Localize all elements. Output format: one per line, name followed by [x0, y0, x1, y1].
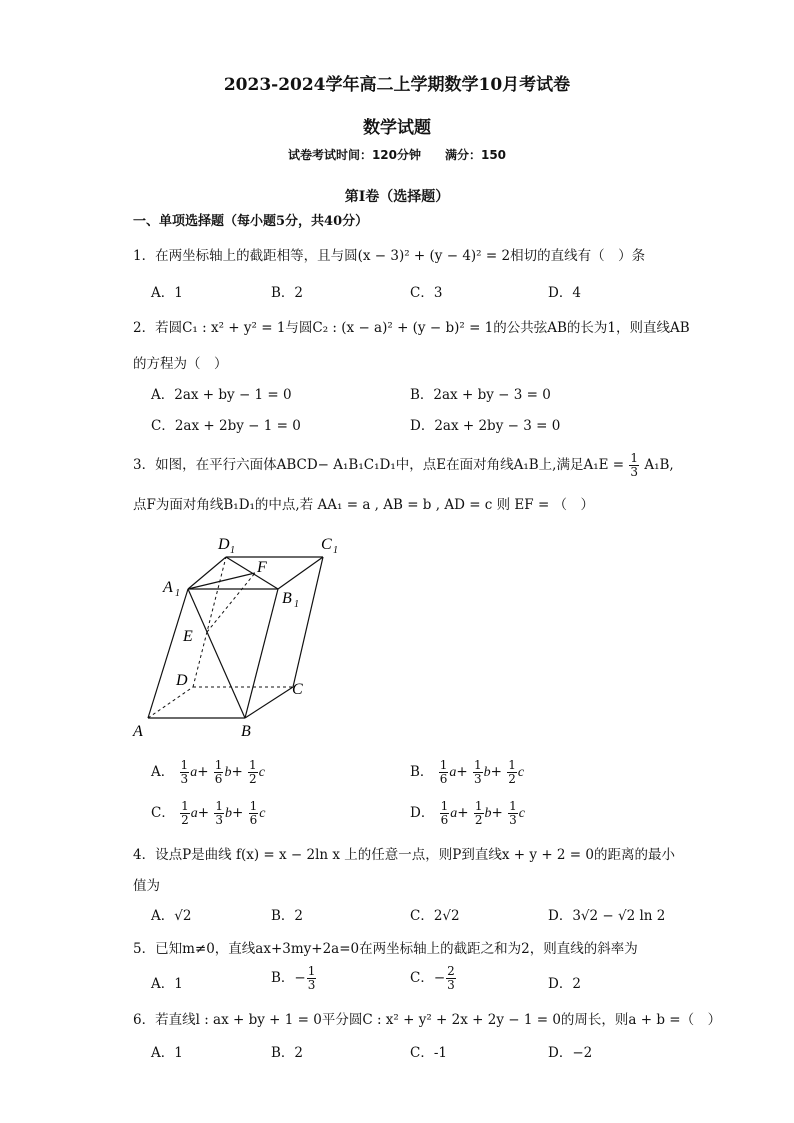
q2-option-b: B．2ax + by − 3 = 0	[410, 387, 551, 403]
q5-option-d: D．2	[548, 976, 581, 992]
question-2-text-line1: 2．若圆C₁ : x² + y² = 1与圆C₂ : (x − a)² + (y − b)² = 1的公共弦AB的长为1，则直线AB	[133, 320, 690, 336]
label-F: F	[257, 559, 267, 576]
label-C1: C	[321, 536, 332, 553]
q3-text-part1: 3．如图，在平行六面体ABCD− A₁B₁C₁D₁中，点E在面对角线A₁B上,满足A₁E =	[133, 457, 625, 473]
label-C1-sub: 1	[333, 545, 338, 556]
label-E: E	[183, 628, 193, 645]
q6-option-b: B．2	[271, 1045, 304, 1061]
q3-option-b: B． $\frac{1}{6}$ a+ $\frac{1}{3}$ b+ $\frac{1}{2}$ c	[410, 758, 525, 786]
label-B: B	[241, 723, 251, 740]
question-3-text-line2: 点F为面对角线B₁D₁的中点,若 AA₁ = a , AB = b , AD = c 则 EF = （ ）	[133, 497, 595, 513]
q3-option-a: A． $\frac{1}{3}$ a+ $\frac{1}{6}$ b+ $\frac{1}{2}$ c	[151, 758, 265, 786]
q4-option-d: D．3√2 − √2 ln 2	[548, 908, 666, 924]
q5-option-c: C．− $\frac{2}{3}$	[410, 964, 455, 992]
q2-option-a: A．2ax + by − 1 = 0	[151, 387, 292, 403]
q3-text-part2: A₁B,	[644, 457, 674, 473]
label-D1: D	[218, 536, 230, 553]
label-A1: A	[163, 579, 173, 596]
section-heading: 一、单项选择题（每小题5分，共40分）	[133, 214, 369, 229]
q6-option-c: C．-1	[410, 1045, 447, 1061]
question-1-text: 1．在两坐标轴上的截距相等，且与圆(x − 3)² + (y − 4)² = 2相切的直线有（ ）条	[133, 248, 646, 264]
label-B1-sub: 1	[294, 599, 299, 610]
label-C: C	[292, 681, 303, 698]
label-A: A	[133, 723, 143, 740]
q2-option-c: C．2ax + 2by − 1 = 0	[151, 418, 301, 434]
q4-option-a: A．√2	[151, 908, 192, 924]
q3-option-c: C． $\frac{1}{2}$ a+ $\frac{1}{3}$ b+ $\frac{1}{6}$ c	[151, 799, 266, 827]
exam-title: 2023-2024学年高二上学期数学10月考试卷	[223, 75, 571, 95]
parallelepiped-figure	[128, 530, 358, 745]
q1-option-d: D．4	[548, 285, 581, 301]
q1-option-b: B．2	[271, 285, 304, 301]
question-5-text: 5．已知m≠0，直线ax+3my+2a=0在两坐标轴上的截距之和为2，则直线的斜率为	[133, 941, 638, 957]
q6-option-a: A．1	[151, 1045, 183, 1061]
q2-option-d: D．2ax + 2by − 3 = 0	[410, 418, 561, 434]
question-6-text: 6．若直线l : ax + by + 1 = 0平分圆C : x² + y² + 2x + 2y − 1 = 0的周长，则a + b =（ ）	[133, 1012, 722, 1028]
exam-info: 试卷考试时间：120分钟 满分：150	[287, 148, 507, 162]
exam-subtitle: 数学试题	[363, 118, 431, 138]
label-A1-sub: 1	[175, 588, 180, 599]
question-4-text-line2: 值为	[133, 878, 160, 894]
label-D: D	[176, 672, 188, 689]
q5-option-a: A．1	[151, 976, 183, 992]
q1-option-c: C．3	[410, 285, 443, 301]
label-B1: B	[282, 590, 292, 607]
q3-option-d: D． $\frac{1}{6}$ a+ $\frac{1}{2}$ b+ $\frac{1}{3}$ c	[410, 799, 525, 827]
label-D1-sub: 1	[230, 545, 235, 556]
question-3-text-line1	[133, 452, 674, 479]
part-title: 第Ⅰ卷（选择题）	[344, 189, 450, 205]
q1-option-a: A．1	[151, 285, 183, 301]
question-2-text-line2: 的方程为（ ）	[133, 356, 228, 372]
q6-option-d: D．−2	[548, 1045, 593, 1061]
question-4-text-line1: 4．设点P是曲线 f(x) = x − 2ln x 上的任意一点，则P到直线x + y + 2 = 0的距离的最小	[133, 847, 675, 863]
q4-option-b: B．2	[271, 908, 304, 924]
q5-option-b: B．− $\frac{1}{3}$	[271, 964, 316, 992]
q4-option-c: C．2√2	[410, 908, 460, 924]
q3-fraction-one-third: $\frac{1}{3}$	[630, 451, 639, 479]
